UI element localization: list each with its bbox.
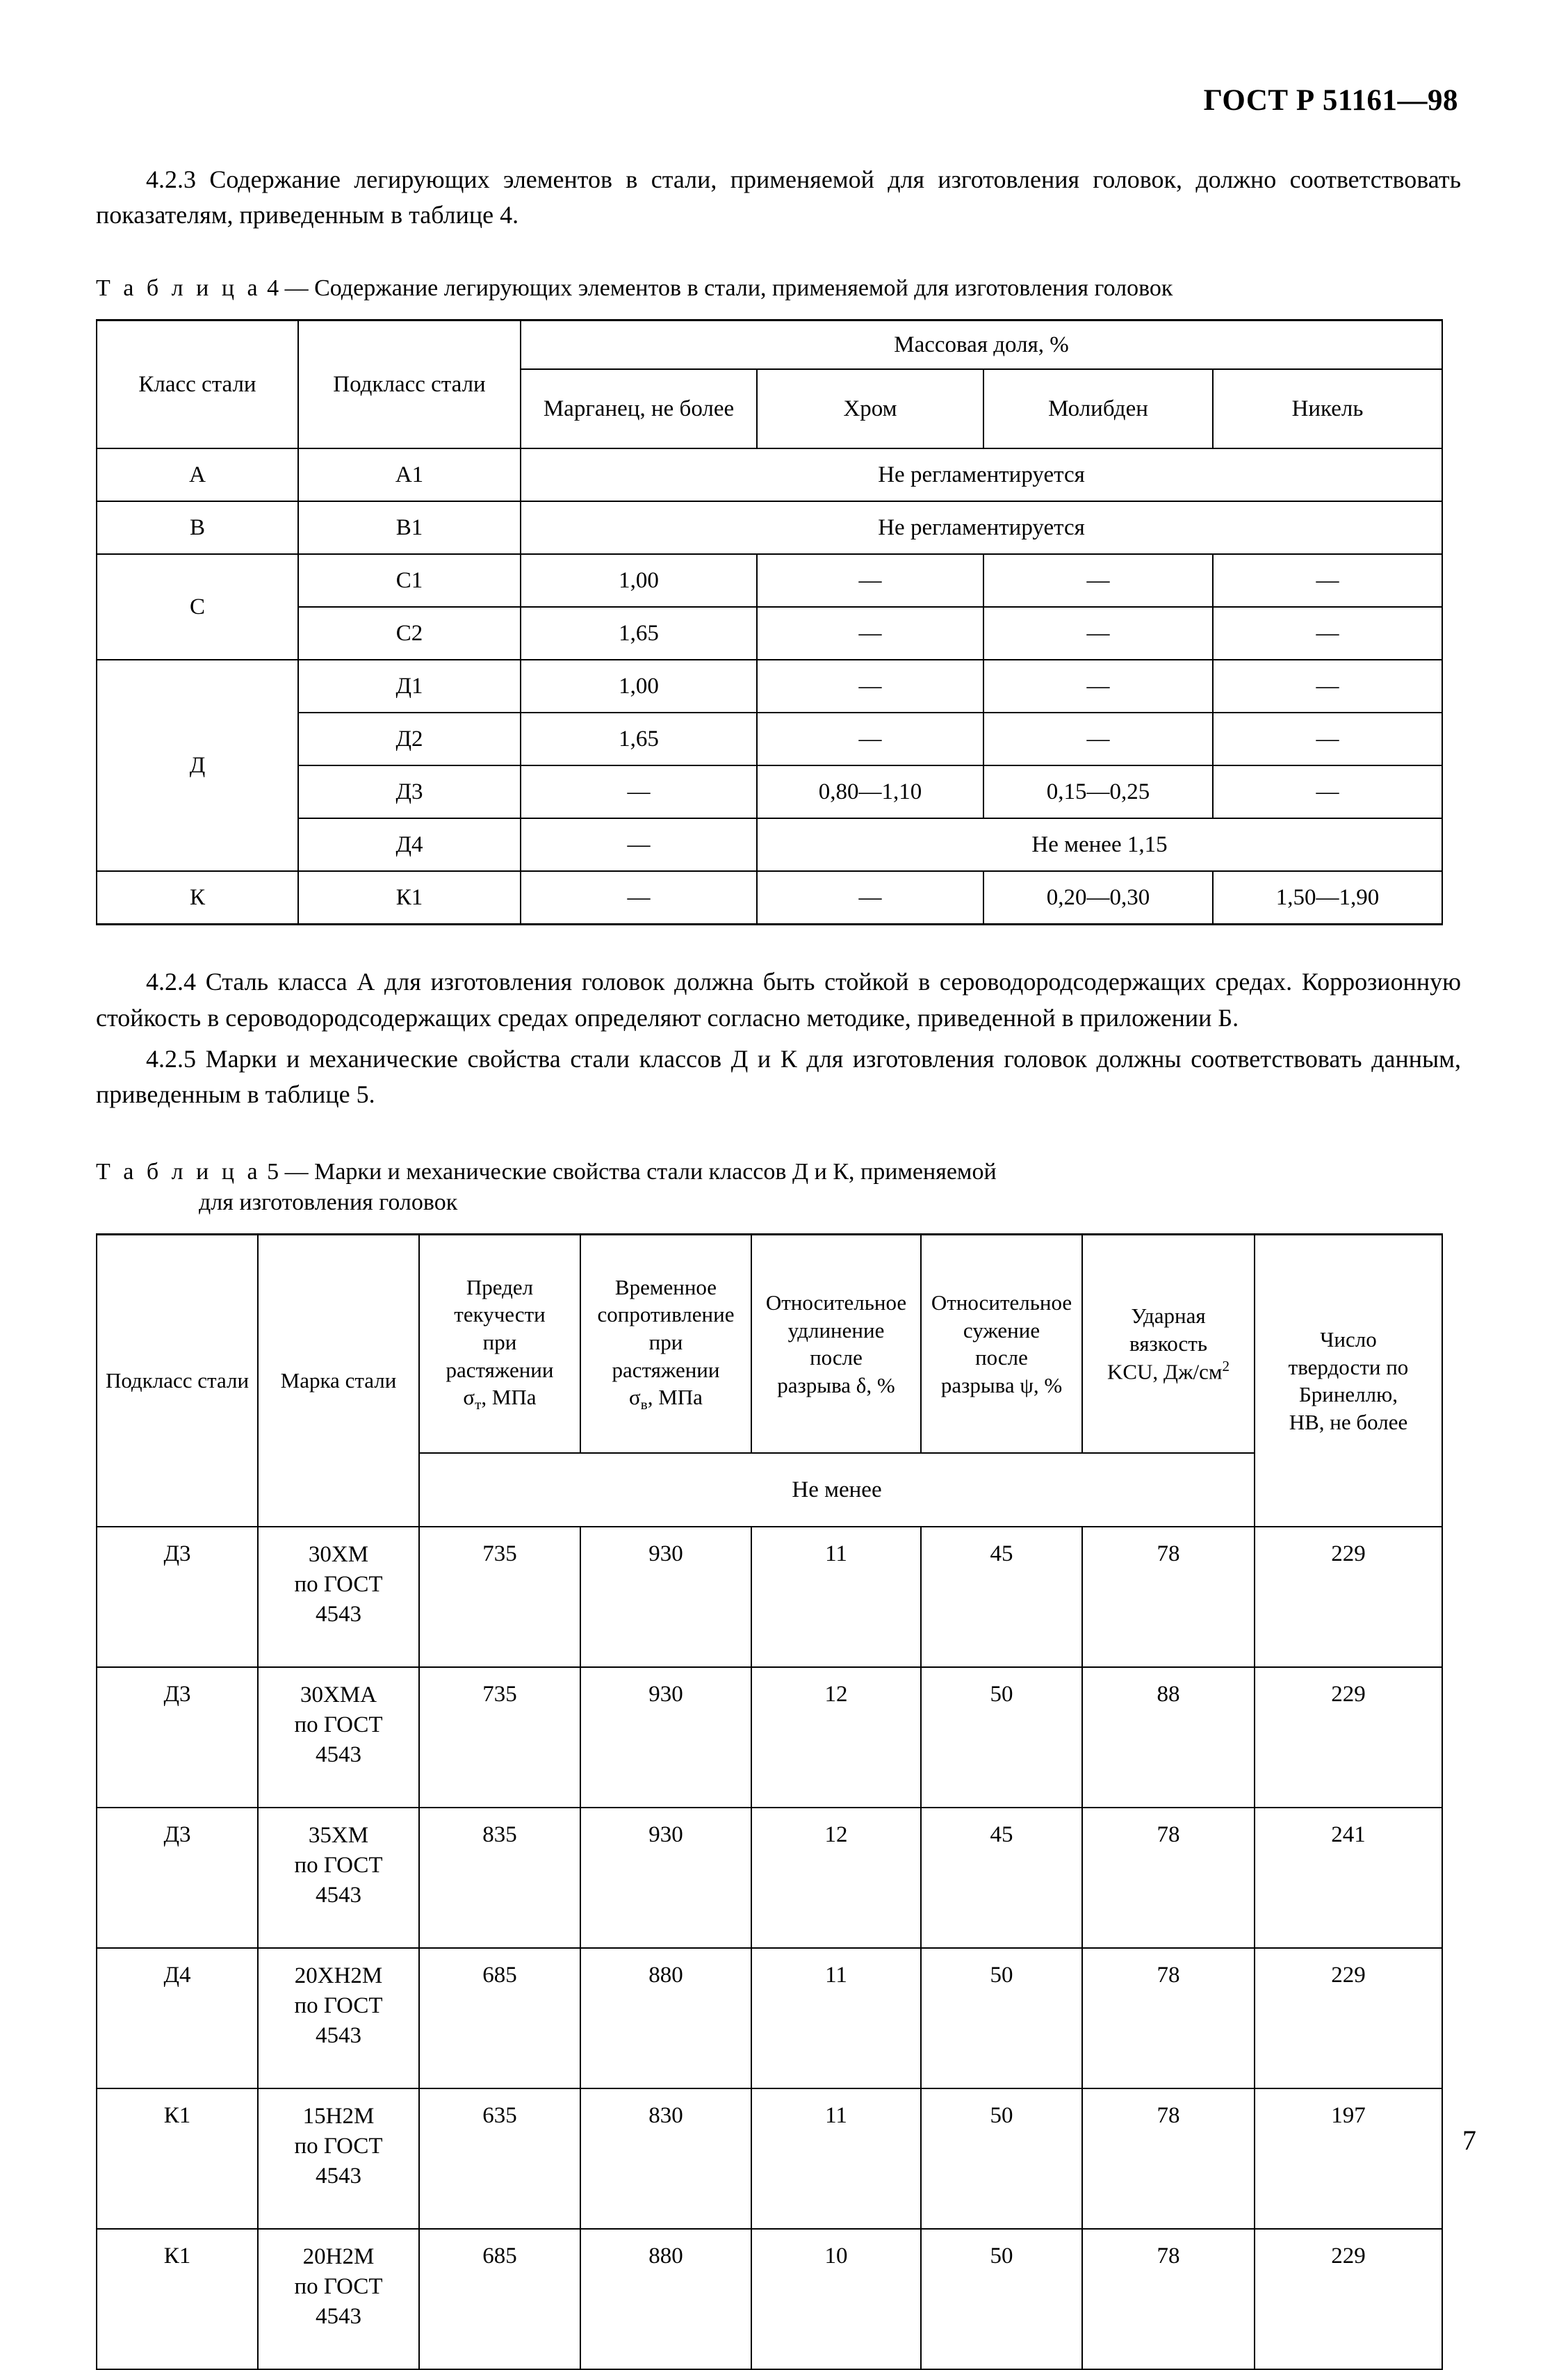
table-row bbox=[97, 713, 1442, 765]
table-row bbox=[97, 501, 1442, 554]
grade-standard-number: 4543 bbox=[316, 2164, 361, 2189]
table-4-head bbox=[97, 320, 1442, 449]
table-5-caption bbox=[90, 1157, 1473, 1218]
table-5-header-row-1 bbox=[97, 1235, 1442, 1454]
table-row bbox=[97, 660, 1442, 713]
cell-subclass: Д3 bbox=[97, 1667, 258, 1808]
cell-subclass: Д3 bbox=[97, 1527, 258, 1667]
table-row bbox=[97, 818, 1442, 871]
cell-elongation: 11 bbox=[751, 1527, 921, 1667]
cell-grade bbox=[258, 1527, 419, 1667]
table-4-body bbox=[97, 448, 1442, 925]
grade-standard-number: 4543 bbox=[316, 1742, 361, 1767]
cell-manganese: 1,65 bbox=[521, 607, 757, 660]
cell-impact: 88 bbox=[1082, 1667, 1255, 1808]
table-4-caption-text: Содержание легирующих элементов в стали, применяемой для изготовления головок bbox=[314, 275, 1173, 302]
paragraph-4-2-3 bbox=[90, 162, 1473, 233]
paragraph-4-2-5 bbox=[90, 1041, 1473, 1112]
cell-class: В bbox=[97, 501, 298, 554]
th-elongation: Относительное удлинение после разрыва δ, % bbox=[751, 1235, 921, 1454]
table-4-caption-label: Т а б л и ц а bbox=[96, 275, 261, 302]
page-content bbox=[90, 0, 1473, 2370]
grade-name: 20Н2М bbox=[302, 2244, 375, 2270]
cell-molybdenum: — bbox=[983, 554, 1213, 607]
cell-tensile: 930 bbox=[580, 1808, 751, 1948]
cell-tensile: 930 bbox=[580, 1527, 751, 1667]
cell-yield: 735 bbox=[419, 1667, 580, 1808]
cell-reduction: 50 bbox=[921, 2088, 1082, 2229]
cell-subclass: К1 bbox=[97, 2088, 258, 2229]
grade-standard: по ГОСТ bbox=[294, 1853, 383, 1878]
table-5-caption-text-line2: для изготовления головок bbox=[199, 1190, 458, 1216]
table-4-header-row-1 bbox=[97, 320, 1442, 370]
cell-impact: 78 bbox=[1082, 2229, 1255, 2370]
cell-subclass: К1 bbox=[97, 2229, 258, 2370]
cell-elongation: 10 bbox=[751, 2229, 921, 2370]
table-5-caption-label: Т а б л и ц а bbox=[96, 1158, 261, 1185]
table-5-head bbox=[97, 1235, 1442, 1527]
cell-grade bbox=[258, 2088, 419, 2229]
cell-grade bbox=[258, 1667, 419, 1808]
grade-standard-number: 4543 bbox=[316, 1602, 361, 1627]
cell-tensile: 880 bbox=[580, 1948, 751, 2088]
grade-standard: по ГОСТ bbox=[294, 1712, 383, 1738]
table-5-caption-dash: — bbox=[284, 1158, 309, 1185]
th-tensile-strength: Временное сопротивление при растяжении $\sigma_в$, МПа bbox=[580, 1235, 751, 1454]
cell-tensile: 830 bbox=[580, 2088, 751, 2229]
cell-grade bbox=[258, 1808, 419, 1948]
table-row bbox=[97, 871, 1442, 925]
table-5-caption-number: 5 bbox=[267, 1158, 279, 1185]
cell-chromium: — bbox=[757, 713, 983, 765]
standard-header: ГОСТ Р 51161—98 bbox=[1203, 84, 1458, 117]
cell-reduction: 50 bbox=[921, 1948, 1082, 2088]
grade-standard: по ГОСТ bbox=[294, 2134, 383, 2159]
cell-elongation: 12 bbox=[751, 1667, 921, 1808]
cell-tensile: 930 bbox=[580, 1667, 751, 1808]
th-molybdenum: Молибден bbox=[983, 369, 1213, 448]
table-row bbox=[97, 607, 1442, 660]
cell-yield: 735 bbox=[419, 1527, 580, 1667]
cell-molybdenum: — bbox=[983, 660, 1213, 713]
paragraph-4-2-4 bbox=[90, 964, 1473, 1035]
grade-standard: по ГОСТ bbox=[294, 1572, 383, 1598]
cell-chromium: — bbox=[757, 554, 983, 607]
cell-impact: 78 bbox=[1082, 2088, 1255, 2229]
cell-elongation: 12 bbox=[751, 1808, 921, 1948]
cell-elongation: 11 bbox=[751, 2088, 921, 2229]
cell-hardness: 229 bbox=[1255, 1948, 1442, 2088]
cell-manganese: 1,00 bbox=[521, 554, 757, 607]
cell-chromium: — bbox=[757, 871, 983, 925]
grade-name: 15Н2М bbox=[302, 2104, 375, 2129]
table-row bbox=[97, 1527, 1442, 1667]
cell-hardness: 229 bbox=[1255, 1667, 1442, 1808]
table-row bbox=[97, 765, 1442, 818]
cell-subclass: Д2 bbox=[298, 713, 521, 765]
cell-manganese: 1,00 bbox=[521, 660, 757, 713]
cell-yield: 685 bbox=[419, 2229, 580, 2370]
th-mass-fraction: Массовая доля, % bbox=[521, 320, 1442, 370]
cell-subclass: Д4 bbox=[298, 818, 521, 871]
cell-impact: 78 bbox=[1082, 1948, 1255, 2088]
grade-name: 30ХМ bbox=[308, 1542, 369, 1568]
th-brinell-hardness: Число твердости по Бринеллю, НВ, не более bbox=[1255, 1235, 1442, 1527]
th-chromium: Хром bbox=[757, 369, 983, 448]
cell-manganese: — bbox=[521, 765, 757, 818]
cell-hardness: 229 bbox=[1255, 1527, 1442, 1667]
table-5-body bbox=[97, 1527, 1442, 2370]
cell-subclass: С2 bbox=[298, 607, 521, 660]
table-4-alloying-elements bbox=[96, 319, 1443, 925]
cell-grade bbox=[258, 2229, 419, 2370]
cell-subclass: Д4 bbox=[97, 1948, 258, 2088]
paragraph-4-2-3-text: 4.2.3 Содержание легирующих элементов в стали, применяемой для изготовления головок, должно соответствовать показателям, приведенным в таблице 4. bbox=[96, 165, 1461, 229]
cell-manganese: — bbox=[521, 818, 757, 871]
cell-hardness: 241 bbox=[1255, 1808, 1442, 1948]
cell-nickel: — bbox=[1213, 713, 1442, 765]
cell-grade bbox=[258, 1948, 419, 2088]
cell-molybdenum: 0,15—0,25 bbox=[983, 765, 1213, 818]
cell-class: С bbox=[97, 554, 298, 660]
cell-nickel: — bbox=[1213, 554, 1442, 607]
table-row bbox=[97, 448, 1442, 501]
cell-manganese: — bbox=[521, 871, 757, 925]
cell-nickel: — bbox=[1213, 607, 1442, 660]
table-row bbox=[97, 1948, 1442, 2088]
cell-impact: 78 bbox=[1082, 1527, 1255, 1667]
cell-reduction: 50 bbox=[921, 1667, 1082, 1808]
cell-impact: 78 bbox=[1082, 1808, 1255, 1948]
cell-subclass: В1 bbox=[298, 501, 521, 554]
cell-subclass: Д3 bbox=[97, 1808, 258, 1948]
cell-nickel: 1,50—1,90 bbox=[1213, 871, 1442, 925]
cell-manganese: 1,65 bbox=[521, 713, 757, 765]
cell-hardness: 229 bbox=[1255, 2229, 1442, 2370]
grade-standard-number: 4543 bbox=[316, 1883, 361, 1908]
th-impact-toughness: Ударная вязкость KCU, $Дж/см^2$ bbox=[1082, 1235, 1255, 1454]
table-row bbox=[97, 2229, 1442, 2370]
cell-subclass: Д3 bbox=[298, 765, 521, 818]
grade-standard-number: 4543 bbox=[316, 2304, 361, 2329]
th-reduction: Относительное сужение после разрыва ψ, % bbox=[921, 1235, 1082, 1454]
table-row bbox=[97, 1667, 1442, 1808]
cell-molybdenum: 0,20—0,30 bbox=[983, 871, 1213, 925]
table-row bbox=[97, 554, 1442, 607]
table-4-caption bbox=[90, 273, 1473, 304]
cell-reduction: 45 bbox=[921, 1808, 1082, 1948]
th-manganese: Марганец, не более bbox=[521, 369, 757, 448]
th-yield-strength: Предел текучести при растяжении $\sigma_т$, МПа bbox=[419, 1235, 580, 1454]
th-subclass: Подкласс стали bbox=[298, 320, 521, 449]
cell-reduction: 45 bbox=[921, 1527, 1082, 1667]
cell-class: Д bbox=[97, 660, 298, 871]
table-row bbox=[97, 1808, 1442, 1948]
cell-subclass: А1 bbox=[298, 448, 521, 501]
table-4-caption-dash: — bbox=[284, 275, 309, 302]
th-class: Класс стали bbox=[97, 320, 298, 449]
table-4-caption-number: 4 bbox=[267, 275, 279, 302]
cell-chromium: 0,80—1,10 bbox=[757, 765, 983, 818]
cell-nickel: — bbox=[1213, 660, 1442, 713]
cell-not-regulated: Не регламентируется bbox=[521, 501, 1442, 554]
cell-not-less: Не менее 1,15 bbox=[757, 818, 1442, 871]
paragraph-4-2-5-text: 4.2.5 Марки и механические свойства стали классов Д и К для изготовления головок должны соответствовать данным, приведенным в таблице 5. bbox=[96, 1044, 1461, 1108]
table-5-caption-text: Марки и механические свойства стали классов Д и К, применяемой bbox=[314, 1158, 997, 1185]
cell-subclass: С1 bbox=[298, 554, 521, 607]
cell-yield: 685 bbox=[419, 1948, 580, 2088]
th-grade: Марка стали bbox=[258, 1235, 419, 1527]
grade-name: 20ХН2М bbox=[294, 1963, 383, 1989]
cell-molybdenum: — bbox=[983, 713, 1213, 765]
grade-name: 35ХМ bbox=[308, 1823, 369, 1849]
cell-molybdenum: — bbox=[983, 607, 1213, 660]
cell-reduction: 50 bbox=[921, 2229, 1082, 2370]
table-row bbox=[97, 2088, 1442, 2229]
paragraph-4-2-4-text: 4.2.4 Сталь класса А для изготовления головок должна быть стойкой в сероводородсодержащих средах. Коррозионную стойкость в сероводородсодержащих средах определяют согласно методике, приведенной в приложении Б. bbox=[96, 968, 1461, 1032]
cell-subclass: Д1 bbox=[298, 660, 521, 713]
th-subclass: Подкласс стали bbox=[97, 1235, 258, 1527]
page-number: 7 bbox=[1462, 2125, 1476, 2156]
cell-chromium: — bbox=[757, 607, 983, 660]
grade-standard-number: 4543 bbox=[316, 2023, 361, 2048]
grade-name: 30ХМА bbox=[300, 1682, 377, 1708]
table-5-grades-mechanical-properties bbox=[96, 1233, 1443, 2370]
cell-hardness: 197 bbox=[1255, 2088, 1442, 2229]
cell-yield: 635 bbox=[419, 2088, 580, 2229]
th-not-less: Не менее bbox=[419, 1453, 1255, 1527]
cell-chromium: — bbox=[757, 660, 983, 713]
grade-standard: по ГОСТ bbox=[294, 1993, 383, 2019]
grade-standard: по ГОСТ bbox=[294, 2274, 383, 2300]
th-nickel: Никель bbox=[1213, 369, 1442, 448]
cell-class: К bbox=[97, 871, 298, 925]
cell-nickel: — bbox=[1213, 765, 1442, 818]
cell-yield: 835 bbox=[419, 1808, 580, 1948]
cell-not-regulated: Не регламентируется bbox=[521, 448, 1442, 501]
cell-tensile: 880 bbox=[580, 2229, 751, 2370]
cell-elongation: 11 bbox=[751, 1948, 921, 2088]
cell-class: А bbox=[97, 448, 298, 501]
cell-subclass: К1 bbox=[298, 871, 521, 925]
